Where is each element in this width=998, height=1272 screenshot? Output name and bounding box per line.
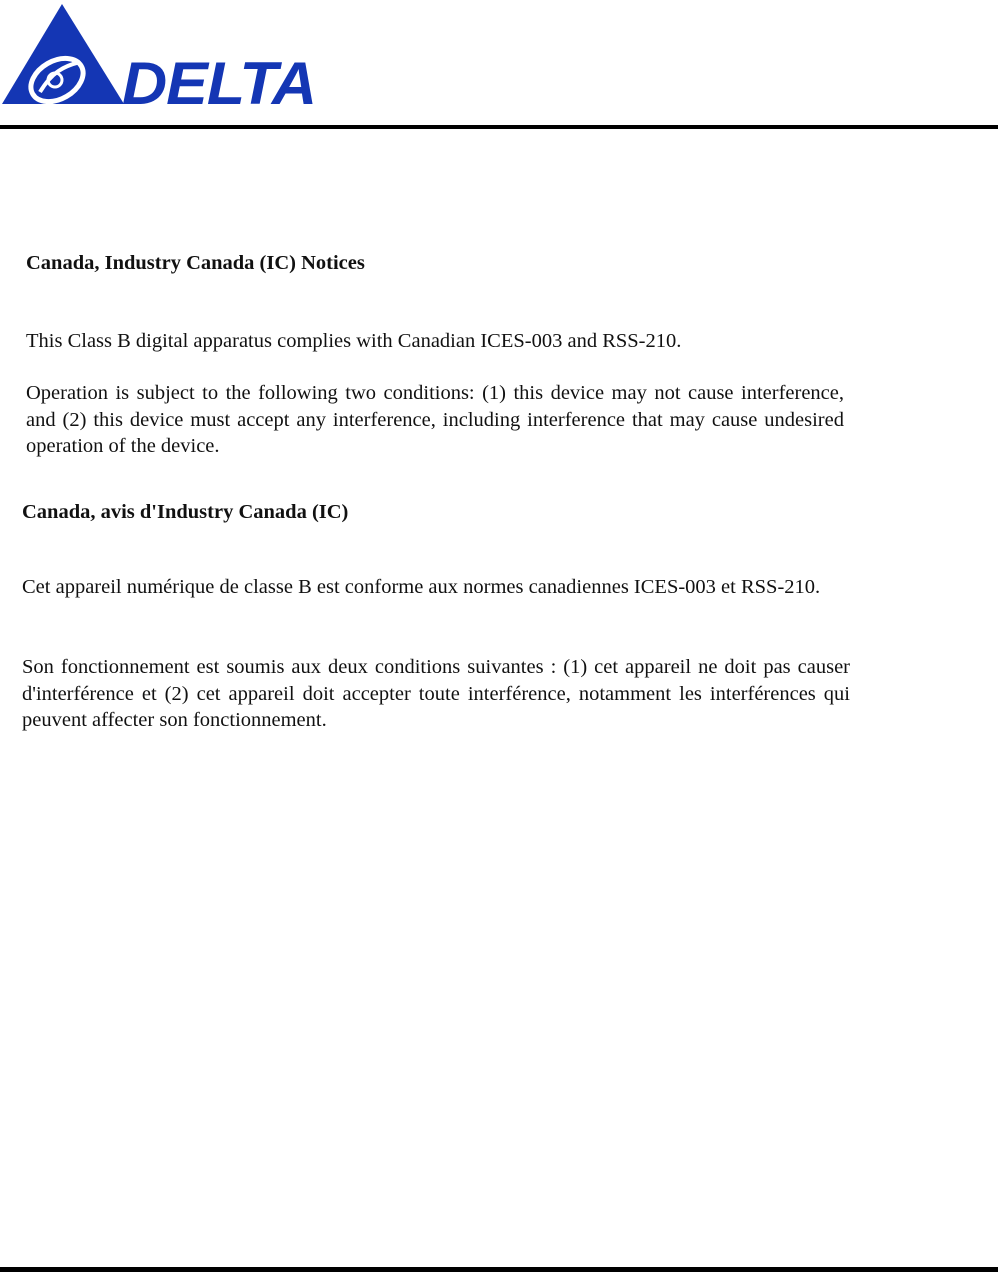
paragraph-conditions-english: Operation is subject to the following two conditions: (1) this device may not cause interference, and (2) this device must accept any interference, including interference that may cause undesired operation of the device. <box>26 382 844 457</box>
paragraph-compliance-french: Cet appareil numérique de classe B est conforme aux normes canadiennes ICES-003 et RSS-210. <box>22 576 821 598</box>
footer-rule <box>0 1267 998 1272</box>
delta-logo <box>0 0 318 110</box>
paragraph-compliance-english: This Class B digital apparatus complies with Canadian ICES-003 and RSS-210. <box>26 330 682 352</box>
paragraph-conditions-french: Son fonctionnement est soumis aux deux conditions suivantes : (1) cet appareil ne doit pas causer d'interférence et (2) cet appareil doit accepter toute interférence, notamment les interférences qui peuvent affecter son fonctionnement. <box>22 656 850 731</box>
svg-text:DELTA: DELTA <box>122 50 316 110</box>
section-heading-french: Canada, avis d'Industry Canada (IC) <box>22 501 349 523</box>
header-rule <box>0 125 998 129</box>
section-heading-english: Canada, Industry Canada (IC) Notices <box>26 252 365 274</box>
